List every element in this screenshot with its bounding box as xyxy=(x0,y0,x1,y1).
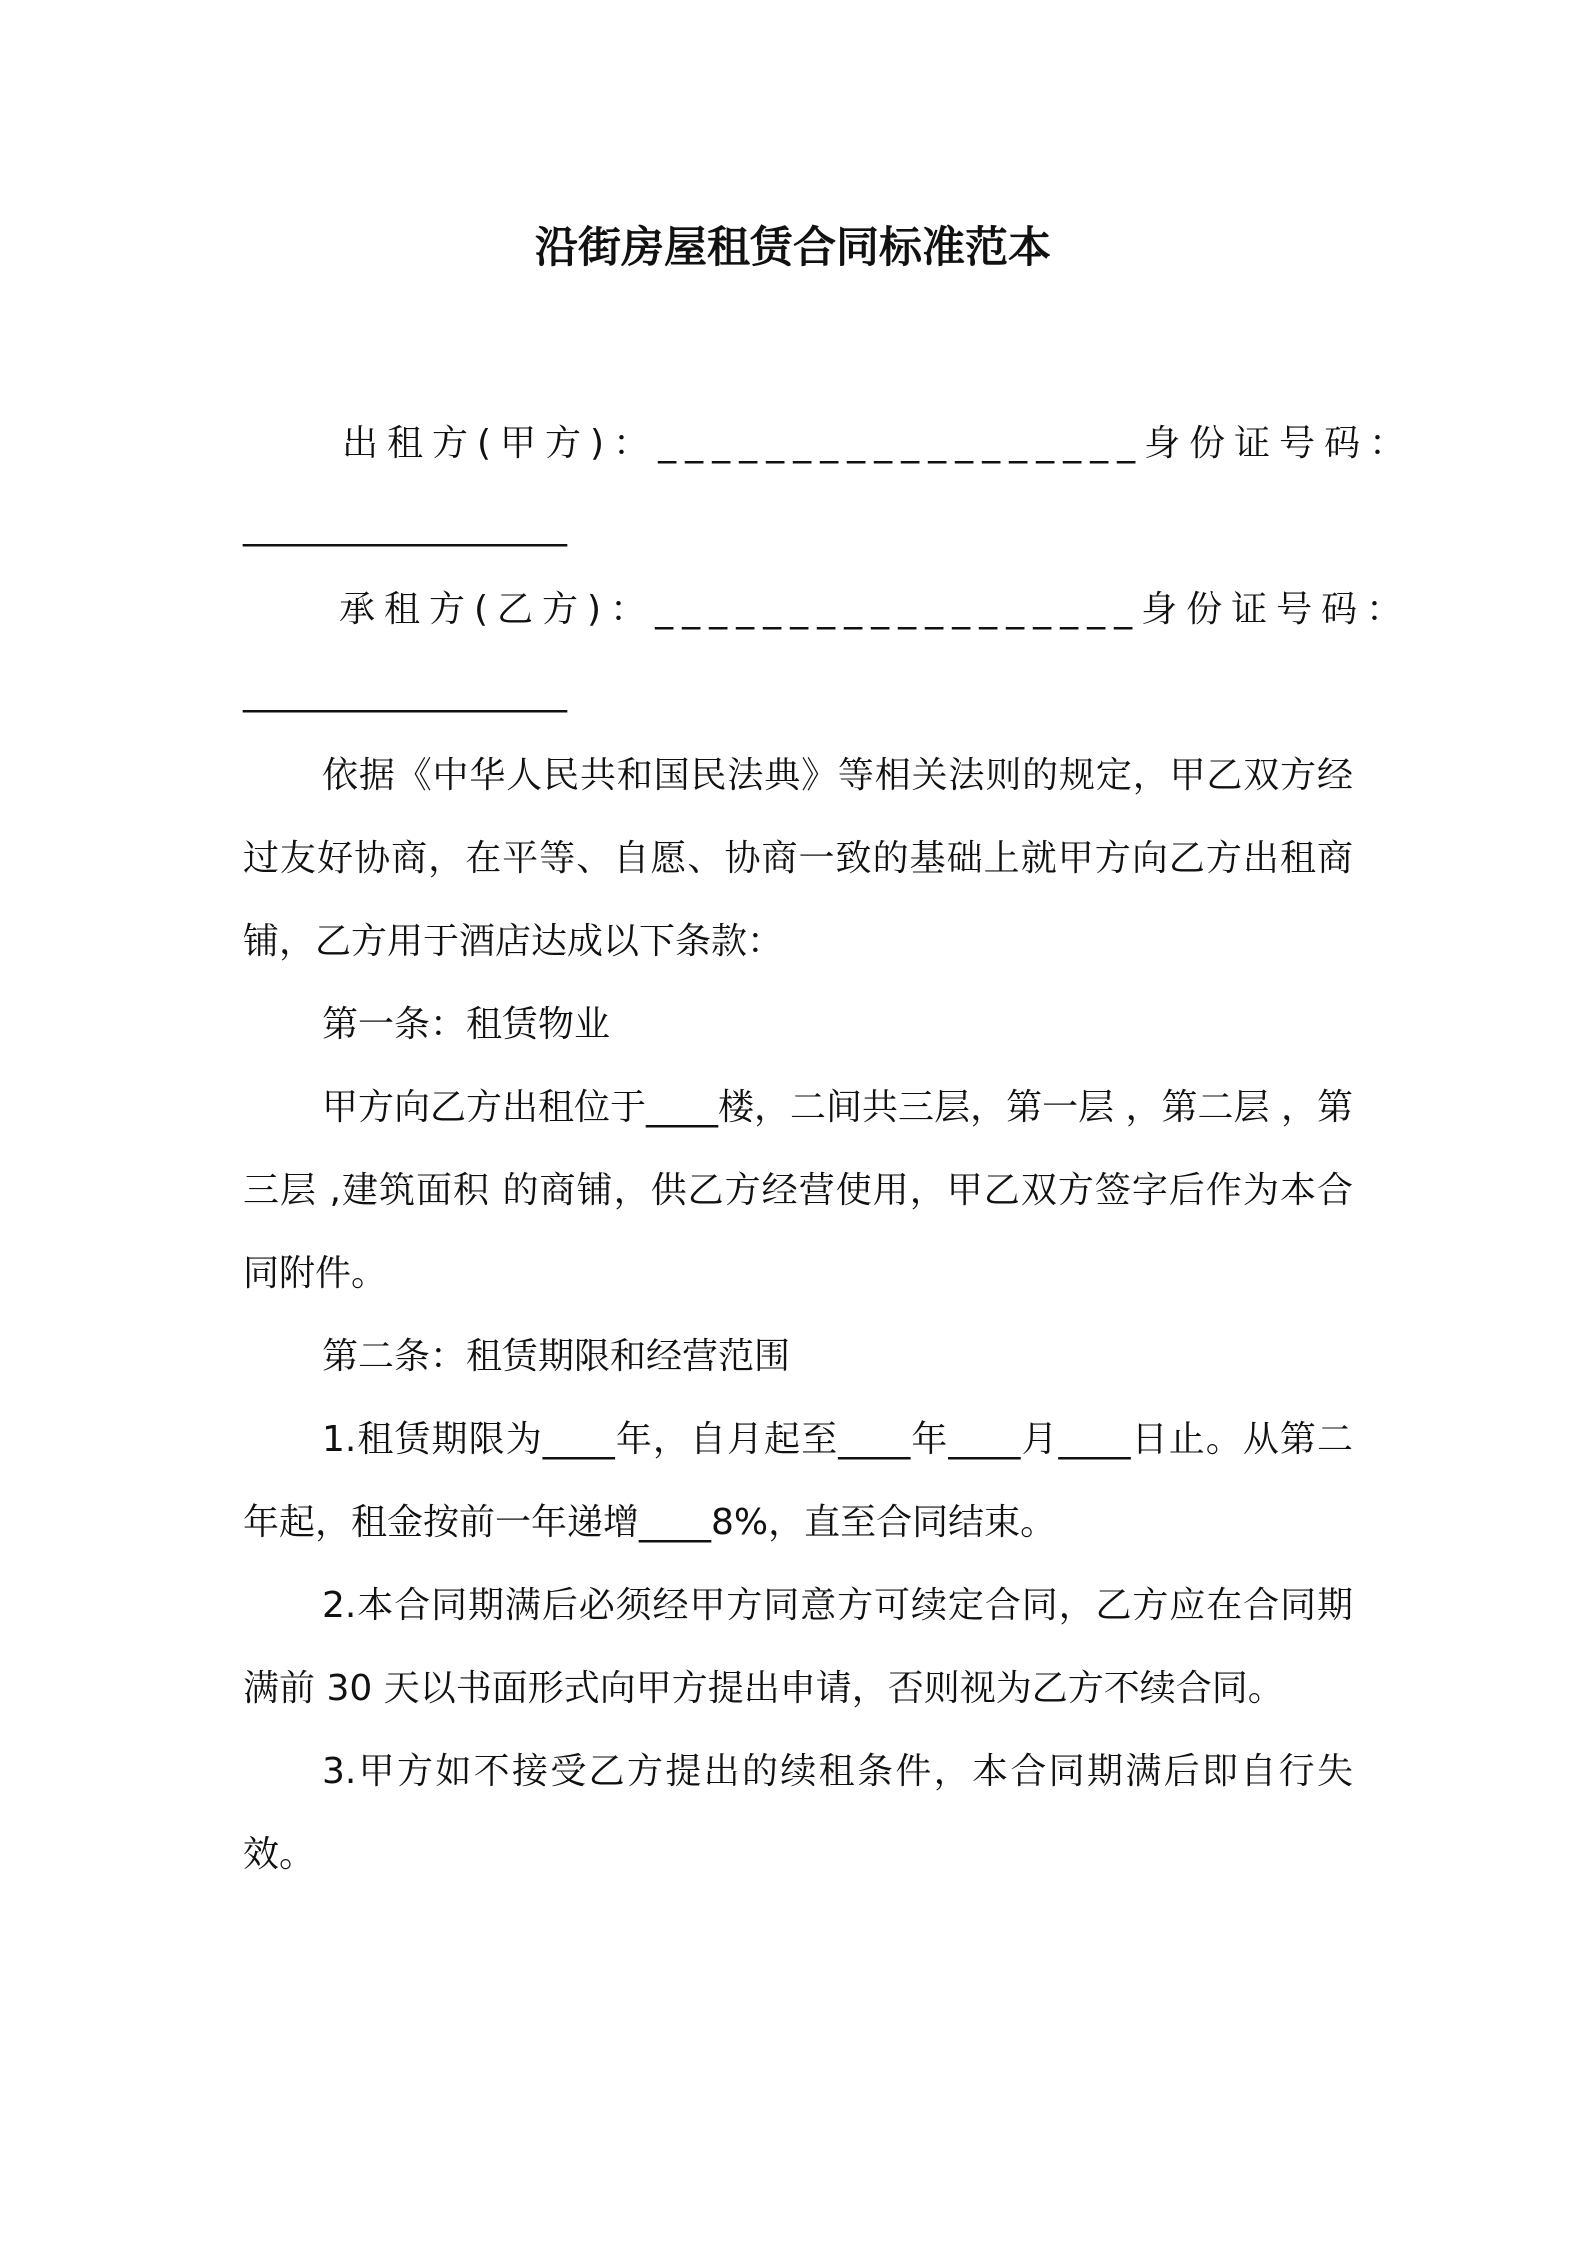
article2-item1: 1.租赁期限为____年，自月起至____年____月____日止。从第二年起，租金按前一年递增____8%，直至合同结束。 xyxy=(243,1419,1353,1543)
article1-text: 甲方向乙方出租位于____楼，二间共三层，第一层 ，第二层 ，第三层 ,建筑面积 的商铺，供乙方经营使用，甲乙双方签字后作为本合同附件。 xyxy=(243,1087,1353,1294)
lessee-name-blank: __________________ xyxy=(655,589,1142,630)
lessee-id-blank: __________________ xyxy=(243,672,567,713)
document-title: 沿街房屋租赁合同标准范本 xyxy=(535,223,1051,273)
lessee-id-label: 身份证号码： xyxy=(1141,589,1412,630)
article2-heading: 第二条：租赁期限和经营范围 xyxy=(322,1336,791,1377)
lessor-name-blank: __________________ xyxy=(658,423,1145,464)
document-body xyxy=(243,402,1415,1896)
article2-item3: 3.甲方如不接受乙方提出的续租条件，本合同期满后即自行失效。 xyxy=(243,1751,1353,1875)
lessee-line xyxy=(243,568,1412,651)
lessee-label: 承租方(乙方)： xyxy=(339,589,656,630)
lessor-label: 出租方(甲方)： xyxy=(342,423,659,464)
lessor-line xyxy=(243,402,1415,485)
intro-paragraph: 依据《中华人民共和国民法典》等相关法则的规定，甲乙双方经过友好协商，在平等、自愿、协商一致的基础上就甲方向乙方出租商铺，乙方用于酒店达成以下条款： xyxy=(243,755,1353,962)
lessor-id-label: 身份证号码： xyxy=(1144,423,1415,464)
article1-heading: 第一条：租赁物业 xyxy=(322,1004,611,1045)
lessor-id-blank: __________________ xyxy=(243,506,567,547)
article2-item2: 2.本合同期满后必须经甲方同意方可续定合同，乙方应在合同期满前 30 天以书面形式向甲方提出申请，否则视为乙方不续合同。 xyxy=(243,1585,1353,1709)
